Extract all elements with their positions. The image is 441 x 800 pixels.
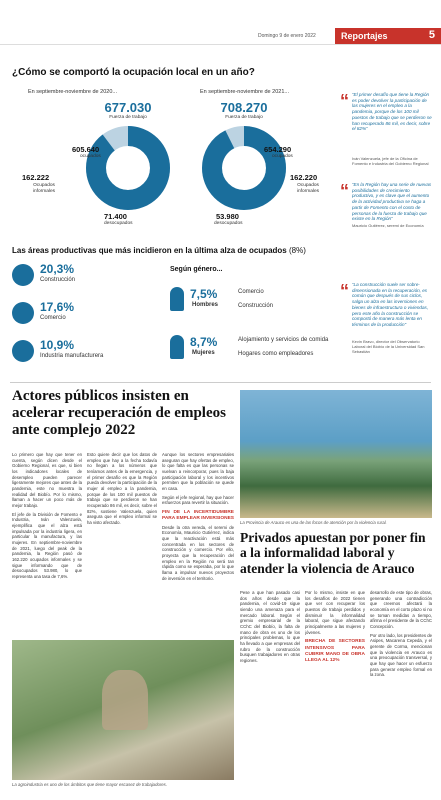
infographic-title: ¿Cómo se comportó la ocupación local en un año? (12, 67, 255, 78)
construction-icon (12, 264, 34, 286)
section-divider (10, 382, 431, 383)
sector-name: Comercio (40, 315, 66, 321)
unemployed-2021: 53.980 (216, 212, 239, 221)
employed-2021-label: ocupados (272, 154, 293, 159)
quote-3-text: “La construcción suele ser sobre-dimensionada en la recuperación, es común que después de sus ciclos, salga un alza en las inversiones en bienes de infraestructura o viviendas, pero este año la construcción se comportó de manera más lenta en términos de la producción” (352, 282, 429, 328)
agro-photo-caption: La agroindustria es uno de los ámbitos que tiene mayor escasez de trabajadores. (12, 782, 168, 787)
gender-women (170, 331, 340, 371)
article-2-paragraph: Por otro lado, los presidentes de Asipes, Macarena Cepeda, y el gerente de Corma, mencionan que la violencia en Arauco es una preocupación transversal, y que hay que hacer un esfuerzo para generar empleo formal en la zona. (370, 632, 432, 678)
article-2-paragraph: desarrollo de este tipo de obras, generando una contradicción que creemos afectará la economía en el corto plazo si no se toman medidas a tiempo, afirma el presidente de la CChC Concepción. (370, 590, 432, 630)
article-2-paragraph: Pese a que han pasado casi dos años desde que la pandemia, el covid-19 sigue siendo una amenaza para el mercado laboral. Según el gremio empresarial de la CChC del Biobío, la falta de mano de obra es uno de los principales problemas, lo que ha llevado a que empresas del rubro de la construcción busquen trabajadores en otras regiones. (240, 590, 300, 664)
areas-title-text: Las áreas productivas que más incidieron en la última alza de ocupados (12, 246, 287, 255)
article-1-box-text: Desde la otra vereda, el seremi de Economía, Mauricio Gutiérrez, indica que la reactivación está más concentrada en los sectores de construcción y comercio. Por ello, proyecta que la recuperación del empleo en la Región no será tan rápida como se esperaba, por lo que llama a impulsar nuevos proyectos de inversión en el territorio. (162, 524, 234, 581)
gender-pct: 7,5% (190, 287, 218, 301)
sector-item (12, 300, 142, 330)
labor-force-2020: 677.030 (104, 100, 152, 115)
issue-date: Domingo 9 de enero 2022 (258, 33, 316, 39)
article-2-paragraph: Por lo mismo, insiste en que los desafíos de 2022 tienen que ver con recuperar los puestos de trabajo perdidos y disminuir la informalidad laboral, que sigue afectando principalmente a las mujeres y jóvenes. (305, 590, 365, 635)
donut-chart-2021 (200, 124, 288, 212)
gender-item: Comercio (238, 289, 264, 295)
article-1-headline: Actores públicos insisten en acelerar recuperación de empleos ante complejo 2022 (12, 388, 226, 438)
inactive-2020-label: Ocupados informales (32, 183, 56, 194)
employed-2020: 605.640 (72, 145, 100, 154)
labor-force-2020-label: Fuerza de trabajo (109, 115, 147, 120)
article-1-paragraph: Aunque los sectores empresariales aseguran que hay ofertas de empleo, lo que falta es que las personas se vuelvan a reincorporar, pues la baja participación laboral y los incentivos permiten que la población se quede en casa. (162, 452, 234, 492)
sector-pct: 20,3% (40, 262, 75, 276)
labor-force-2021: 708.270 (220, 100, 268, 115)
sector-item (12, 338, 142, 368)
article-2-col-3 (370, 590, 432, 795)
unemployed-2020-label: desocupados (104, 221, 133, 226)
article-1-paragraph: Según el jefe regional, hay que hacer esfuerzos para revertir la situación. (162, 494, 234, 506)
gender-label: Mujeres (192, 350, 215, 356)
section-tab (335, 28, 441, 44)
employed-2021: 654.290 (264, 145, 292, 154)
quote-mark-icon: “ (340, 281, 349, 301)
employed-2020-label: ocupados (80, 154, 101, 159)
arauco-photo-caption: La Provincia de Arauco es una de las focos de atención por la violencia rural. (240, 520, 387, 525)
period-2021-label: En septiembre-noviembre de 2021... (200, 89, 289, 95)
quote-mark-icon: “ (340, 181, 349, 201)
quote-mark-icon: “ (340, 91, 349, 111)
article-1-paragraph: Lo primero que hay que tener en cuenta, según dicen desde el Gobierno Regional, es que, si bien los indicadores locales de desempleo pueden parecer ligeramente mejores que antes de la pandemia, este no muestra la realidad del Biobío. Por lo mismo, llaman a hacer un poco más de mejor trabajo. (12, 452, 82, 509)
unemployed-2020: 71.400 (104, 212, 127, 221)
inactive-2020: 162.222 (22, 173, 50, 182)
article-1-box-title: FIN DE LA INCERTIDUMBRE PARA EMPLEAR INVERSIONES (162, 510, 234, 522)
page-header (0, 0, 441, 44)
article-1-col-1 (12, 452, 82, 637)
woman-icon (170, 335, 184, 359)
period-2020-label: En septiembre-noviembre de 2020... (28, 89, 117, 95)
commerce-icon (12, 302, 34, 324)
sector-item (12, 262, 142, 292)
gender-title: Según género... (170, 266, 223, 273)
quote-1-author: Iván Valenzuela, jefe de la Oficina de Fomento e Industria del Gobierno Regional (352, 156, 429, 166)
arauco-photo (240, 390, 432, 518)
article-1-paragraph: Esto quiere decir que los datos de empleo que hay a la fecha todavía no llegan a los números que teníamos antes de la emergencia, y el primer desafío es que la Región pueda devolver la participación de la mujer al empleo a la pandemia, porque de los 100 mil puestos de trabajo que se perdieron se han recuperado 86 mil, es decir, sobre el 82%, sostiene Valenzuela, quien asegura que el empleo informal se ha visto afectado. (87, 452, 157, 526)
donut-2020-employed-arc (96, 136, 160, 200)
man-icon (170, 287, 184, 311)
sector-pct: 10,9% (40, 338, 75, 352)
gender-item: Construcción (238, 303, 274, 309)
article-2-col-2 (305, 590, 365, 795)
sector-name: Industria manufacturera (40, 353, 104, 359)
page-number: 5 (428, 29, 435, 41)
quote-1-text: “El primer desafío que tiene la Región es poder devolver la participación de las mujeres en el empleo a la pandemia, porque de los 100 mil puestos de trabajo que se perdieron se han recuperado 86 mil, es decir, sobre el 82%” (352, 92, 432, 132)
sector-pct: 17,6% (40, 300, 75, 314)
gender-item: Alojamiento y servicios de comida (238, 337, 329, 343)
gender-label: Hombres (192, 302, 219, 308)
labor-force-2021-label: Fuerza de trabajo (225, 115, 263, 120)
areas-title-pct: (8%) (289, 246, 306, 255)
article-2-col-1 (240, 590, 300, 795)
quote-3-author: Kevin Bravo, director del Observatorio Laboral del Biobío de la Universidad San Sebastián (352, 339, 425, 354)
gender-item: Hogares como empleadores (238, 351, 314, 357)
donut-chart-2020 (84, 124, 172, 212)
section-name: Reportajes (341, 31, 388, 41)
inactive-2021: 162.220 (290, 173, 318, 182)
gender-men (170, 283, 340, 323)
header-divider (0, 44, 441, 45)
article-2-box-title: BRECHA DE SECTORES INTENSIVOS PARA CUBRIR MANO DE OBRA LLEGA AL 12% (305, 639, 365, 664)
article-1-col-2 (87, 452, 157, 637)
inactive-2021-label: Ocupados informales (296, 183, 320, 194)
article-1-col-3 (162, 452, 234, 637)
factory-icon (12, 340, 34, 362)
article-1-paragraph: El jefe de la División de Fomento e Industria, Iván Valenzuela, ejemplifica que el alza está impulsada por la industria ligera, en particular la manufactura, y las mujeres. En septiembre-noviembre de 2021, luego del peak de la pandemia, la Región pasó de 162.220 ocupados informales y se sigue informando que de desocupados 53.980, lo que representa una tasa de 7,6%. (12, 511, 82, 580)
gender-pct: 8,7% (190, 335, 218, 349)
quote-1 (340, 92, 432, 167)
agro-photo (12, 640, 234, 780)
worker-figure (102, 670, 148, 730)
quote-3 (340, 282, 432, 354)
sector-name: Construcción (40, 277, 76, 283)
sector-list (12, 262, 142, 368)
unemployed-2021-label: desocupados (214, 221, 243, 226)
quote-2 (340, 182, 432, 229)
areas-title (12, 246, 332, 255)
quote-2-author: Mauricio Gutiérrez, seremi de Economía (352, 223, 424, 228)
article-2-headline: Privados apuestan por poner fin a la informalidad laboral y atender la violencia de Arauco (240, 530, 426, 576)
quote-2-text: “En la Región hay una serie de nuevas posibilidades de crecimiento productivo, y es clave que el aumento de la actividad productiva se haga a partir de Fomento con el costo de personas de la fuerza de trabajo que existe en la Región” (352, 182, 432, 222)
